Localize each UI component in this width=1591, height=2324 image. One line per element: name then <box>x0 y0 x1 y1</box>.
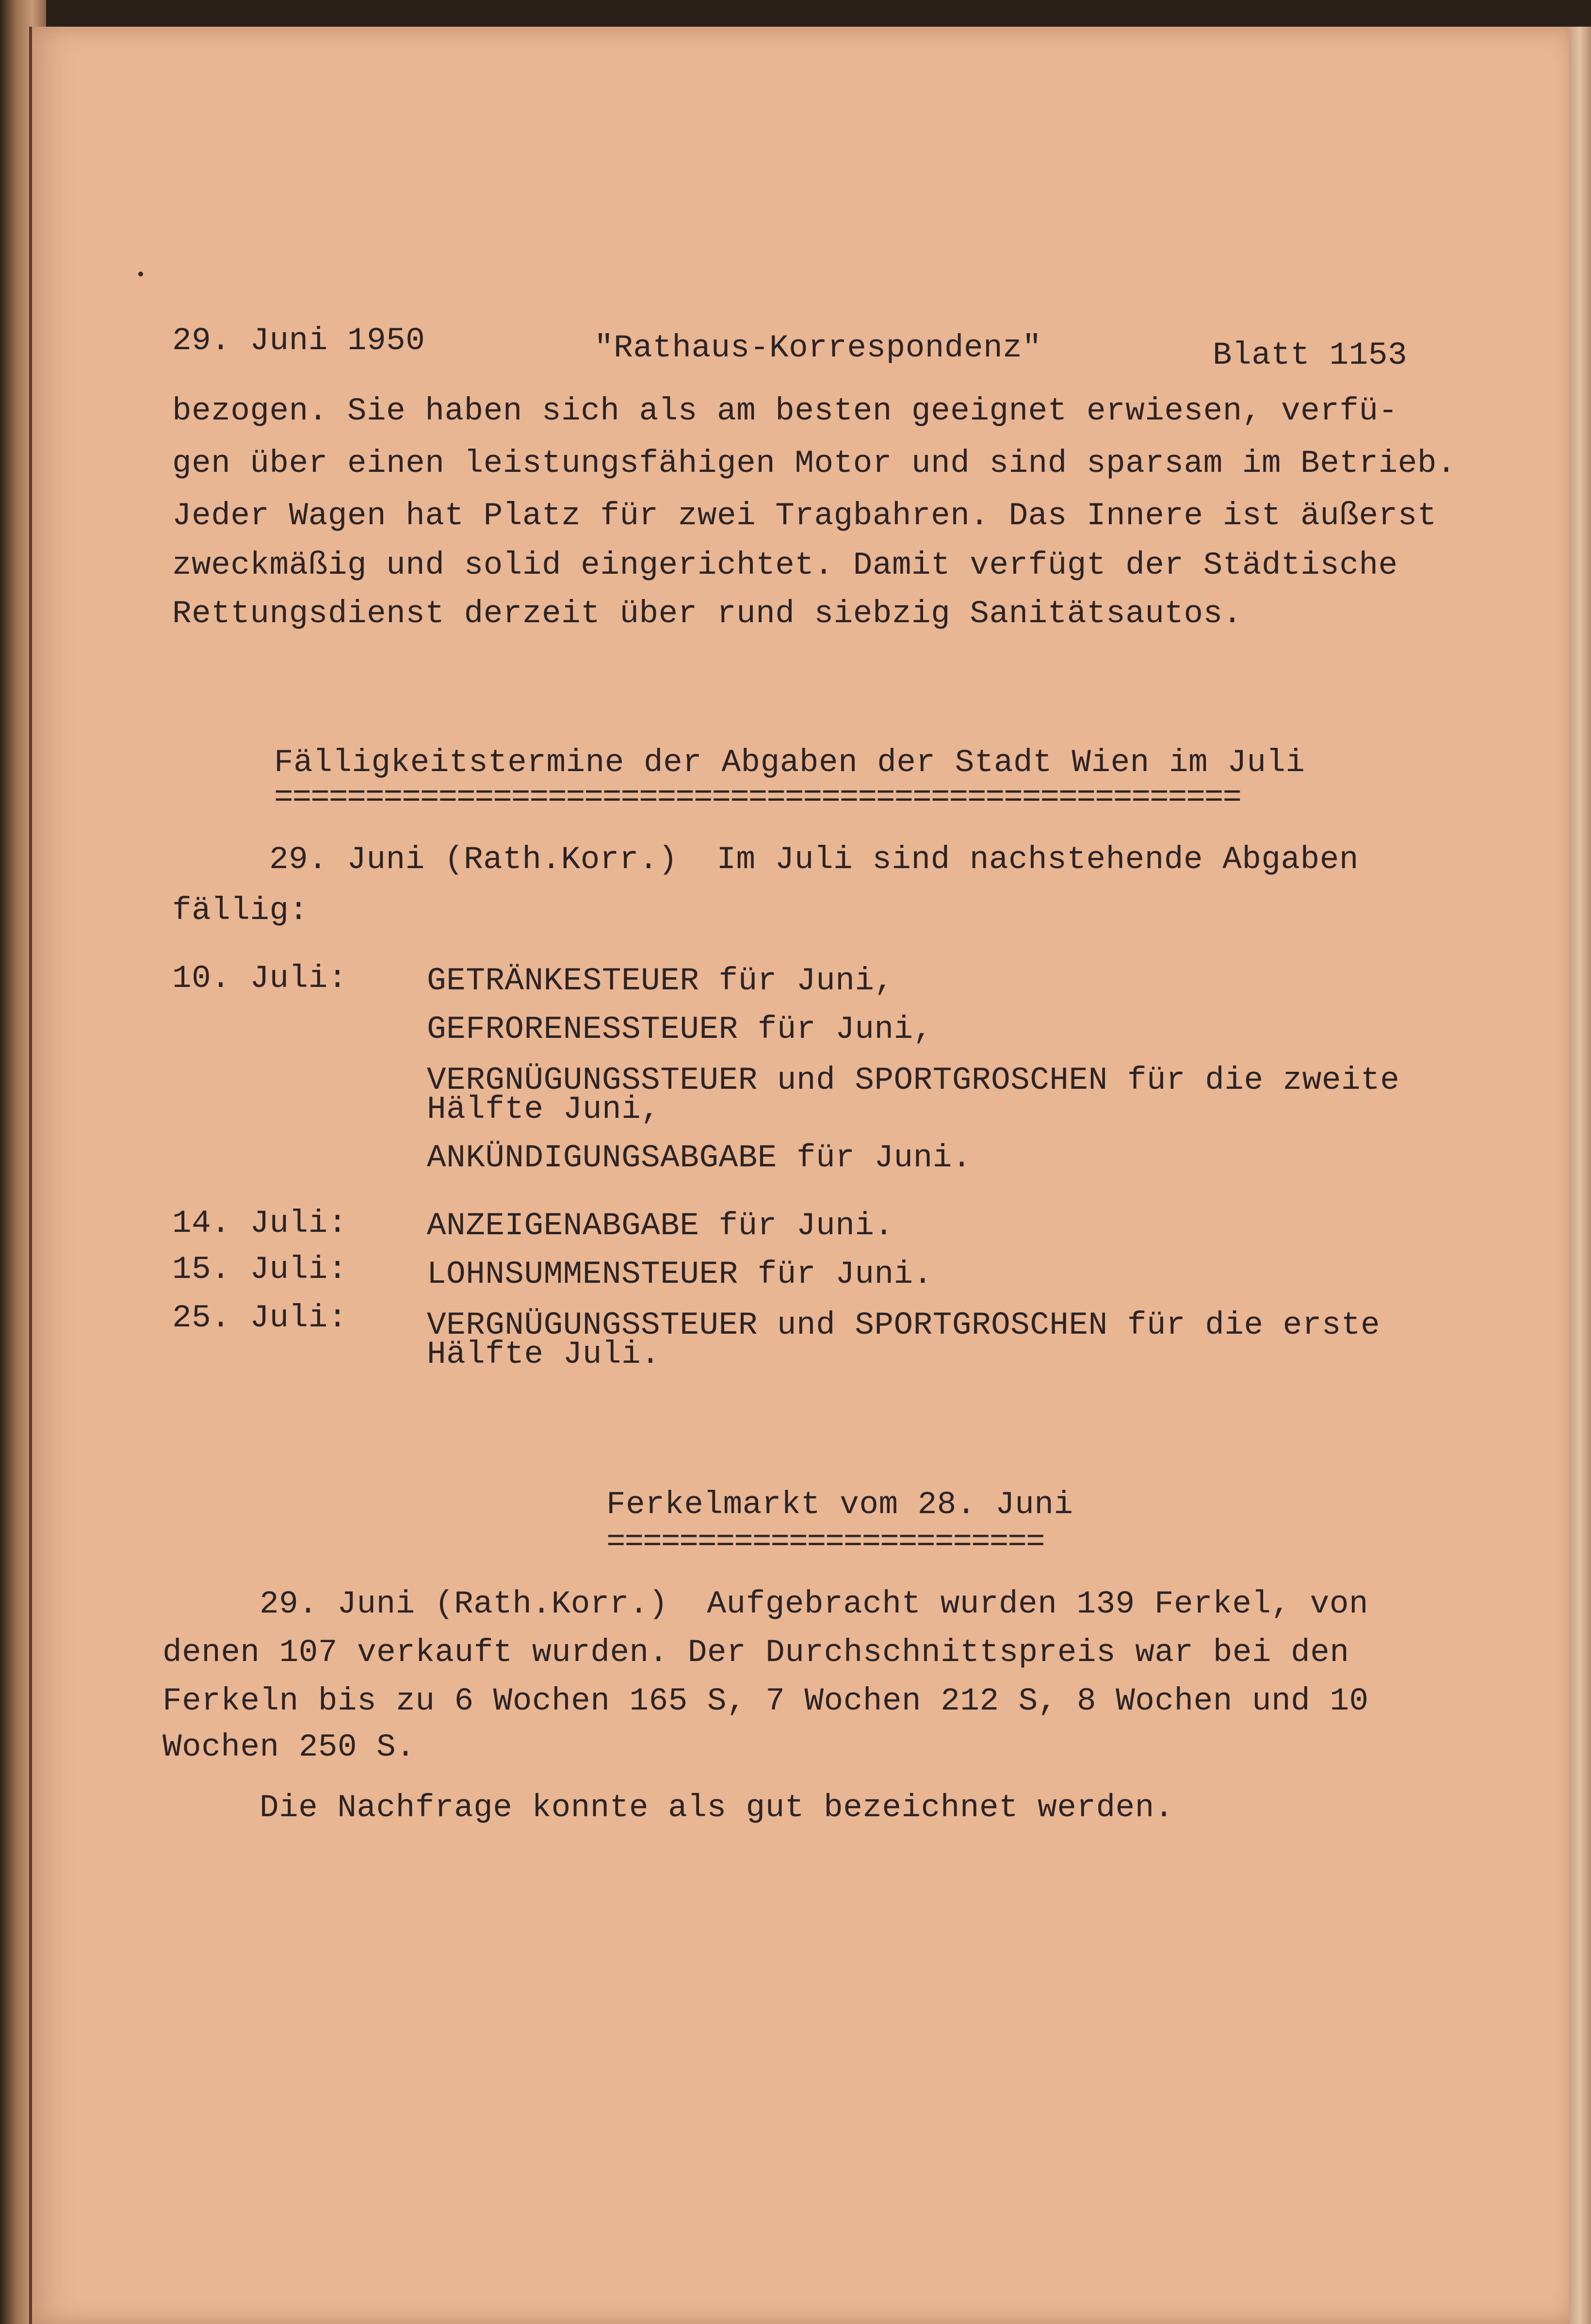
levy-entry: ANKÜNDIGUNGSABGABE für Juni. <box>427 1140 972 1176</box>
due-date-label: 14. Juli: <box>172 1205 347 1242</box>
ink-speck <box>138 272 143 276</box>
levy-entry: GETRÄNKESTEUER für Juni, <box>427 963 894 999</box>
page-edge <box>1569 27 1591 2324</box>
intro-line: 29. Juni (Rath.Korr.) Im Juli sind nachstehende Abgaben <box>269 841 1359 878</box>
paragraph-line: Wochen 250 S. <box>162 1729 416 1765</box>
levy-entry: ANZEIGENABGABE für Juni. <box>427 1208 894 1244</box>
levy-entry: GEFRORENESSTEUER für Juni, <box>427 1011 933 1048</box>
header-sheet-number: Blatt 1153 <box>1213 337 1408 373</box>
section-title-underline: ======================== <box>606 1533 1044 1554</box>
paragraph-line: gen über einen leistungsfähigen Motor und sind sparsam im Betrieb. <box>172 445 1457 482</box>
due-date-label: 10. Juli: <box>172 960 347 997</box>
paragraph-line: Rettungsdienst derzeit über rund siebzig Sanitätsautos. <box>172 596 1242 632</box>
levy-entry: VERGNÜGUNGSSTEUER und SPORTGROSCHEN für die zweite <box>427 1062 1400 1098</box>
paragraph-line: Ferkeln bis zu 6 Wochen 165 S, 7 Wochen 212 S, 8 Wochen und 10 <box>162 1683 1369 1719</box>
section-title-piglet-market: Ferkelmarkt vom 28. Juni <box>606 1486 1073 1523</box>
section-title-underline: ===================================================== <box>274 788 1241 809</box>
header-date: 29. Juni 1950 <box>172 323 425 359</box>
header-publication: "Rathaus-Korrespondenz" <box>594 330 1042 366</box>
paragraph-line: Jeder Wagen hat Platz für zwei Tragbahren. Das Innere ist äußerst <box>172 498 1437 534</box>
due-date-label: 25. Juli: <box>172 1300 347 1336</box>
closing-line: Die Nachfrage konnte als gut bezeichnet werden. <box>260 1790 1174 1826</box>
levy-entry-continuation: Hälfte Juni, <box>427 1091 661 1128</box>
levy-entry: LOHNSUMMENSTEUER für Juni. <box>427 1256 933 1292</box>
section-title-due-dates: Fälligkeitstermine der Abgaben der Stadt Wien im Juli <box>274 744 1305 781</box>
levy-entry-continuation: Hälfte Juli. <box>427 1336 661 1372</box>
paragraph-line: denen 107 verkauft wurden. Der Durchschnittspreis war bei den <box>162 1634 1349 1671</box>
intro-line: fällig: <box>172 892 308 929</box>
paragraph-line: 29. Juni (Rath.Korr.) Aufgebracht wurden 139 Ferkel, von <box>260 1586 1369 1622</box>
levy-entry: VERGNÜGUNGSSTEUER und SPORTGROSCHEN für die erste <box>427 1307 1380 1343</box>
paragraph-line: zweckmäßig und solid eingerichtet. Damit verfügt der Städtische <box>172 547 1398 583</box>
paragraph-line: bezogen. Sie haben sich als am besten geeignet erwiesen, verfü- <box>172 393 1398 429</box>
due-date-label: 15. Juli: <box>172 1251 347 1288</box>
